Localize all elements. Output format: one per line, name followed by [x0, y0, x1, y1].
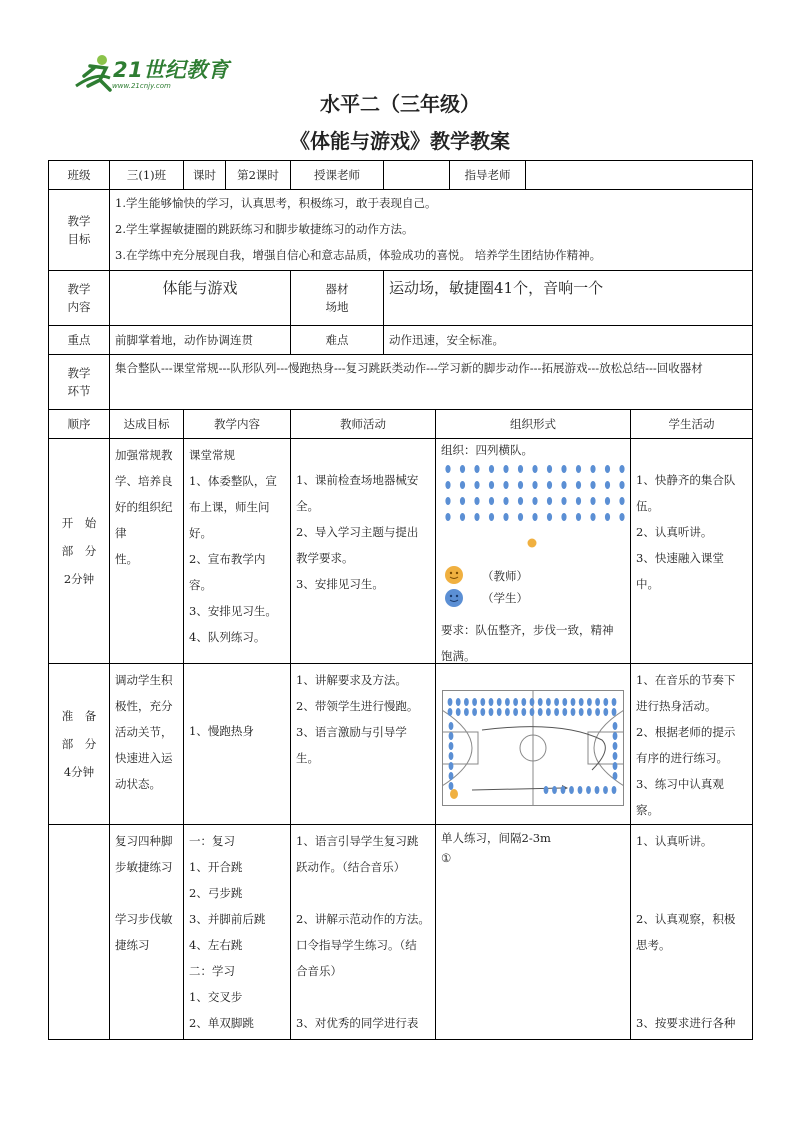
student-marker — [603, 708, 608, 716]
student-marker — [532, 481, 537, 489]
key-label: 重点 — [48, 325, 110, 355]
goal-line: 动状态。 — [115, 777, 161, 791]
logo-name: 21世纪教育 — [113, 58, 230, 82]
student-line — [636, 880, 747, 906]
head-organization: 组织形式 — [435, 409, 631, 439]
student-marker — [449, 722, 454, 730]
teacher-line — [296, 880, 430, 906]
section2-teacher — [290, 663, 436, 825]
teacher-value — [383, 160, 450, 190]
student-line — [636, 958, 747, 984]
goal-item: 2.学生掌握敏捷圈的跳跃练习和脚步敏捷练习的动作方法。 — [115, 222, 414, 236]
content-label-1: 教学 — [67, 281, 91, 296]
content-line: 1、慢跑热身 — [189, 724, 254, 738]
goals-label-1: 教学 — [67, 213, 91, 228]
student-marker — [513, 698, 518, 706]
student-marker — [554, 698, 559, 706]
student-marker — [554, 708, 559, 716]
teacher-line: 3、语言激励与引导学 — [296, 725, 407, 739]
section1-order — [48, 438, 110, 664]
student-line: 2、认真观察，积极 — [636, 912, 736, 926]
student-marker — [619, 497, 624, 505]
student-marker — [579, 698, 584, 706]
key-value: 前脚掌着地，动作协调连贯 — [109, 325, 291, 355]
student-marker — [546, 708, 551, 716]
student-marker — [547, 497, 552, 505]
content-line: 布上课，师生问 — [189, 500, 270, 514]
student-marker — [518, 513, 523, 521]
student-marker — [503, 497, 508, 505]
goal-line: 调动学生积 — [115, 673, 173, 687]
section3-student — [630, 824, 753, 1040]
student-marker — [456, 708, 461, 716]
student-marker — [480, 698, 485, 706]
student-line: 1、在音乐的节奏下 — [636, 673, 736, 687]
content-line: 2、单双脚跳 — [189, 1016, 254, 1030]
student-marker — [449, 782, 454, 790]
steps-label-1: 教学 — [67, 365, 91, 380]
student-marker — [590, 481, 595, 489]
head-content: 教学内容 — [183, 409, 291, 439]
goal-line: 快速进入运 — [115, 751, 173, 765]
student-marker — [532, 497, 537, 505]
student-line: 3、练习中认真观 — [636, 777, 724, 791]
student-marker — [497, 708, 502, 716]
logo-url: www.21cnjy.com — [112, 82, 171, 90]
student-marker — [538, 698, 543, 706]
order-line: 4分钟 — [63, 765, 95, 779]
class-label: 班级 — [48, 160, 110, 190]
steps-label — [48, 354, 110, 410]
student-marker — [590, 465, 595, 473]
student-marker — [561, 786, 566, 794]
goal-line: 活动关节， — [115, 725, 173, 739]
student-line — [636, 984, 747, 1010]
student-marker — [489, 481, 494, 489]
content-line: 2、宣布教学内容。 — [189, 552, 266, 592]
student-marker — [472, 698, 477, 706]
requirement-line: 要求：队伍整齐，步伐一致，精神 — [441, 623, 614, 637]
student-marker — [576, 465, 581, 473]
teacher-line: 全。 — [296, 499, 319, 513]
section2-order — [48, 663, 110, 825]
period-label: 课时 — [183, 160, 226, 190]
student-marker — [619, 513, 624, 521]
student-marker — [587, 698, 592, 706]
student-marker — [445, 497, 450, 505]
section3-teacher — [290, 824, 436, 1040]
student-marker — [613, 772, 618, 780]
student-line: 有序的进行练习。 — [636, 751, 728, 765]
student-marker — [613, 762, 618, 770]
student-marker — [605, 513, 610, 521]
student-marker — [518, 481, 523, 489]
student-marker — [561, 465, 566, 473]
student-marker — [561, 513, 566, 521]
legend-teacher: （教师） — [482, 569, 528, 583]
student-marker — [460, 497, 465, 505]
student-line: 3、按要求进行各种 — [636, 1016, 736, 1030]
section1-goal — [109, 438, 184, 664]
goal-line: 律 — [115, 526, 127, 540]
student-marker — [587, 708, 592, 716]
goal-line: 极性，充分 — [115, 699, 173, 713]
student-marker — [530, 698, 535, 706]
org-requirement — [441, 617, 625, 664]
content-line: 1、体委整队，宣 — [189, 474, 277, 488]
student-marker — [448, 698, 453, 706]
teacher-marker — [528, 539, 537, 548]
equip-label — [290, 270, 384, 326]
student-marker — [586, 786, 591, 794]
student-marker — [513, 708, 518, 716]
teacher-line: 2、导入学习主题与提出 — [296, 525, 419, 539]
student-marker — [474, 481, 479, 489]
student-marker — [445, 481, 450, 489]
student-marker — [605, 481, 610, 489]
student-marker — [449, 772, 454, 780]
content-line: 课堂常规 — [189, 448, 235, 462]
content-label — [48, 270, 110, 326]
student-marker — [603, 786, 608, 794]
student-line: 1、认真听讲。 — [636, 834, 713, 848]
teacher-line: 3、安排见习生。 — [296, 577, 384, 591]
section3-content — [183, 824, 291, 1040]
court-diagram — [442, 690, 624, 806]
student-marker — [538, 708, 543, 716]
steps-label-2: 环节 — [67, 384, 91, 398]
section1-teacher — [290, 438, 436, 664]
student-marker — [562, 698, 567, 706]
doc-title-line1: 水平二（三年级） — [320, 92, 480, 116]
section2-organization — [435, 663, 631, 825]
teacher-marker — [450, 789, 458, 799]
org-line: ① — [441, 851, 452, 865]
student-marker — [445, 513, 450, 521]
class-value: 三(1)班 — [109, 160, 184, 190]
student-marker — [505, 708, 510, 716]
student-marker — [489, 513, 494, 521]
student-marker — [595, 708, 600, 716]
student-marker — [518, 497, 523, 505]
goal-item: 3.在学练中充分展现自我，增强自信心和意志品质，体验成功的喜悦。 培养学生团结协作精神。 — [115, 248, 602, 262]
student-marker — [489, 708, 494, 716]
teacher-line: 2、讲解示范动作的方法。 — [296, 912, 430, 926]
student-smiley-icon — [444, 588, 464, 608]
student-marker — [449, 752, 454, 760]
doc-title-line2: 《体能与游戏》教学教案 — [290, 129, 510, 153]
section1-organization — [435, 438, 631, 664]
student-marker — [595, 698, 600, 706]
lesson-plan-table — [48, 160, 753, 1040]
section3-goal — [109, 824, 184, 1040]
content-line: 2、弓步跳 — [189, 886, 243, 900]
student-marker — [460, 513, 465, 521]
student-marker — [474, 465, 479, 473]
content-value: 体能与游戏 — [109, 270, 291, 326]
content-line: 一：复习 — [189, 834, 235, 848]
student-marker — [474, 513, 479, 521]
student-marker — [532, 465, 537, 473]
goal-line: 学、培养良 — [115, 474, 173, 488]
teacher-line: 生。 — [296, 751, 319, 765]
goals-label — [48, 189, 110, 271]
teacher-line: 口令指导学生练习。（结 — [296, 938, 417, 952]
student-marker — [518, 465, 523, 473]
student-marker — [578, 786, 583, 794]
student-marker — [530, 708, 535, 716]
student-marker — [590, 513, 595, 521]
student-marker — [571, 698, 576, 706]
student-marker — [562, 708, 567, 716]
head-teacher: 教师活动 — [290, 409, 436, 439]
student-marker — [445, 465, 450, 473]
formation-diagram — [436, 461, 630, 551]
org-title: 组织：四列横队。 — [441, 443, 533, 457]
content-line: 1、开合跳 — [189, 860, 243, 874]
student-marker — [449, 762, 454, 770]
student-marker — [521, 698, 526, 706]
student-marker — [612, 708, 617, 716]
goal-line: 性。 — [115, 552, 138, 566]
student-line: 2、根据老师的提示 — [636, 725, 736, 739]
student-marker — [613, 722, 618, 730]
section2-student — [630, 663, 753, 825]
section2-goal — [109, 663, 184, 825]
content-line: 好。 — [189, 526, 212, 540]
teacher-line: 教学要求。 — [296, 551, 354, 565]
student-line: 思考。 — [636, 938, 671, 952]
goal-line: 复习四种脚 — [115, 834, 173, 848]
student-marker — [464, 708, 469, 716]
student-marker — [460, 465, 465, 473]
student-marker — [521, 708, 526, 716]
order-line: 部 分 — [61, 544, 97, 558]
teacher-smiley-icon — [444, 565, 464, 585]
order-line: 2分钟 — [63, 572, 95, 586]
goal-line — [115, 880, 178, 906]
student-marker — [619, 481, 624, 489]
student-marker — [613, 742, 618, 750]
student-marker — [460, 481, 465, 489]
student-marker — [503, 481, 508, 489]
student-line — [636, 854, 747, 880]
head-student: 学生活动 — [630, 409, 753, 439]
difficulty-label: 难点 — [290, 325, 384, 355]
content-line: 1、交叉步 — [189, 990, 243, 1004]
teacher-line — [296, 984, 430, 1010]
student-marker — [569, 786, 574, 794]
steps-text: 集合整队---课堂常规---队形队列---慢跑热身---复习跳跃类动作---学习新的脚步动作---拓展游戏---放松总结---回收器材 — [109, 354, 753, 410]
student-marker — [505, 698, 510, 706]
teacher-line: 跃动作。（结合音乐） — [296, 860, 406, 874]
student-line: 1、快静齐的集合队 — [636, 473, 736, 487]
goals-label-2: 目标 — [67, 232, 91, 246]
student-marker — [449, 742, 454, 750]
student-marker — [579, 708, 584, 716]
student-marker — [489, 497, 494, 505]
goal-line: 步敏捷练习 — [115, 860, 173, 874]
goal-line: 好的组织纪 — [115, 500, 173, 514]
period-value: 第2课时 — [225, 160, 291, 190]
student-line: 进行热身活动。 — [636, 699, 717, 713]
student-marker — [547, 513, 552, 521]
student-marker — [605, 497, 610, 505]
content-line: 4、左右跳 — [189, 938, 243, 952]
student-marker — [464, 698, 469, 706]
student-marker — [612, 786, 617, 794]
section2-content — [183, 663, 291, 825]
student-marker — [474, 497, 479, 505]
student-line: 3、快速融入课堂 — [636, 551, 724, 565]
equip-value: 运动场，敏捷圈41个，音响一个 — [383, 270, 753, 326]
mentor-value — [525, 160, 753, 190]
student-marker — [489, 698, 494, 706]
student-marker — [612, 698, 617, 706]
student-marker — [503, 465, 508, 473]
student-marker — [603, 698, 608, 706]
student-marker — [571, 708, 576, 716]
goal-item: 1.学生能够愉快的学习，认真思考，积极练习，敢于表现自己。 — [115, 196, 437, 210]
order-line: 部 分 — [61, 737, 97, 751]
student-marker — [613, 732, 618, 740]
section3-organization — [435, 824, 631, 1040]
goals-list — [109, 189, 753, 271]
section1-student — [630, 438, 753, 664]
content-line: 3、并脚前后跳 — [189, 912, 266, 926]
student-marker — [489, 465, 494, 473]
head-order: 顺序 — [48, 409, 110, 439]
student-marker — [449, 732, 454, 740]
student-marker — [561, 481, 566, 489]
student-marker — [619, 465, 624, 473]
teacher-line: 1、课前检查场地器械安 — [296, 473, 419, 487]
student-line: 中。 — [636, 577, 659, 591]
equip-label-2: 场地 — [325, 300, 349, 314]
teacher-line: 2、带领学生进行慢跑。 — [296, 699, 419, 713]
legend-student: （学生） — [482, 591, 528, 605]
order-line: 准 备 — [61, 709, 97, 723]
student-marker — [503, 513, 508, 521]
student-marker — [547, 465, 552, 473]
student-marker — [480, 708, 485, 716]
student-marker — [595, 786, 600, 794]
student-marker — [552, 786, 557, 794]
student-marker — [456, 698, 461, 706]
org-line: 单人练习，间隔2-3m — [441, 831, 551, 845]
order-line: 开 始 — [61, 516, 97, 530]
student-marker — [605, 465, 610, 473]
content-line: 3、安排见习生。 — [189, 604, 277, 618]
content-line: 4、队列练习。 — [189, 630, 266, 644]
difficulty-value: 动作迅速，安全标准。 — [383, 325, 753, 355]
goal-line: 学习步伐敏 — [115, 912, 173, 926]
requirement-line: 饱满。 — [441, 649, 476, 663]
student-line: 伍。 — [636, 499, 659, 513]
student-marker — [576, 481, 581, 489]
student-marker — [448, 708, 453, 716]
teacher-line: 3、对优秀的同学进行表 — [296, 1016, 419, 1030]
student-marker — [561, 497, 566, 505]
content-line: 二：学习 — [189, 964, 235, 978]
student-marker — [532, 513, 537, 521]
goal-line: 捷练习 — [115, 938, 150, 952]
teacher-line: 1、讲解要求及方法。 — [296, 673, 407, 687]
content-label-2: 内容 — [67, 300, 91, 314]
equip-label-1: 器材 — [325, 281, 349, 296]
teacher-line: 合音乐） — [296, 964, 342, 978]
goal-line: 加强常规教 — [115, 448, 173, 462]
student-marker — [497, 698, 502, 706]
section1-content — [183, 438, 291, 664]
student-marker — [547, 481, 552, 489]
teacher-line: 1、语言引导学生复习跳 — [296, 834, 419, 848]
student-marker — [544, 786, 549, 794]
student-marker — [576, 513, 581, 521]
mentor-label: 指导老师 — [449, 160, 526, 190]
student-marker — [546, 698, 551, 706]
student-line: 察。 — [636, 803, 659, 817]
student-marker — [613, 752, 618, 760]
student-marker — [590, 497, 595, 505]
head-goal: 达成目标 — [109, 409, 184, 439]
section3-order — [48, 824, 110, 1040]
student-line: 2、认真听讲。 — [636, 525, 713, 539]
student-marker — [472, 708, 477, 716]
teacher-label: 授课老师 — [290, 160, 384, 190]
student-marker — [576, 497, 581, 505]
